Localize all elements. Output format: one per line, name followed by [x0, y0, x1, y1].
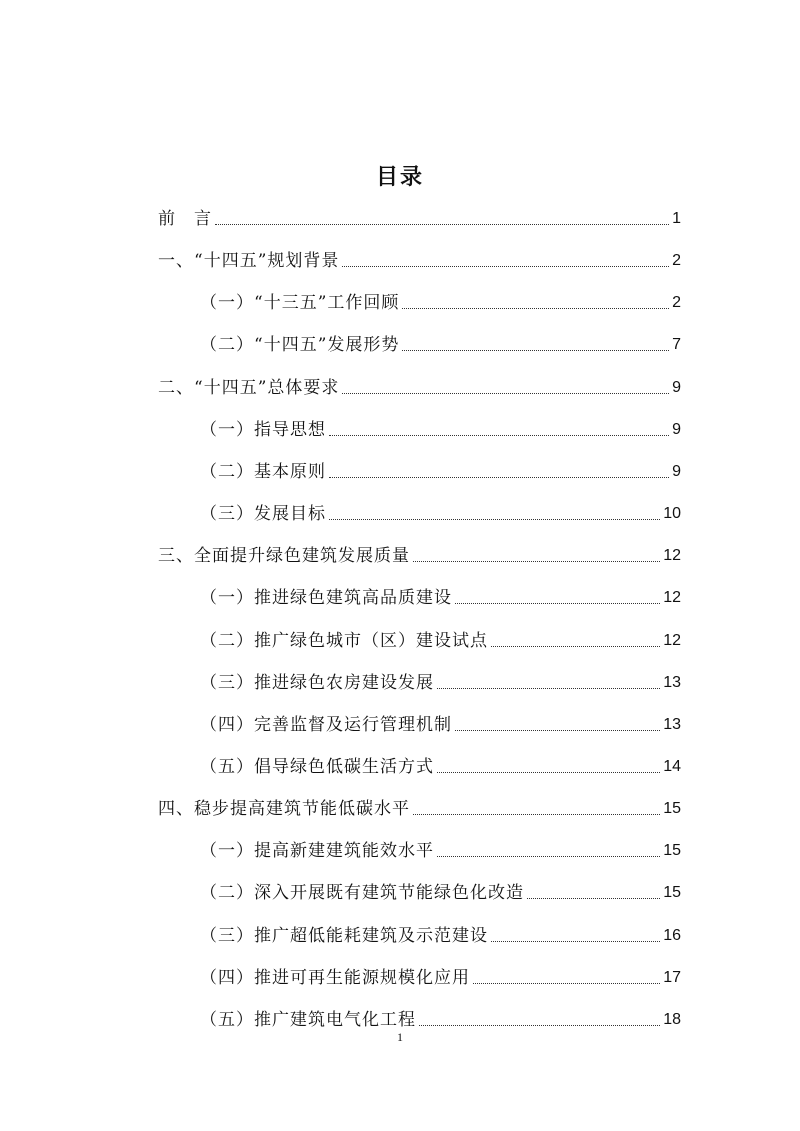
toc-entry[interactable] [200, 501, 681, 527]
toc-entry[interactable] [200, 838, 681, 864]
toc-entry-page: 9 [672, 420, 681, 438]
toc-entry[interactable] [158, 206, 681, 232]
toc-entry-label: （二）基本原则 [200, 461, 326, 482]
toc-entry-page: 13 [663, 715, 681, 733]
toc-entry-label: （二）深入开展既有建筑节能绿色化改造 [200, 883, 524, 904]
toc-leader-dots [437, 856, 660, 857]
toc-leader-dots [491, 646, 660, 647]
toc-leader-dots [402, 308, 669, 309]
toc-leader-dots [329, 435, 669, 436]
toc-leader-dots [491, 941, 660, 942]
toc-entry-label: （一）推进绿色建筑高品质建设 [200, 588, 452, 609]
toc-entry-page: 13 [663, 673, 681, 691]
toc-leader-dots [329, 519, 660, 520]
toc-leader-dots [527, 898, 660, 899]
toc-leader-dots [455, 603, 660, 604]
toc-entry-label: （一）指导思想 [200, 419, 326, 440]
toc-entry-label: （三）推进绿色农房建设发展 [200, 672, 434, 693]
toc-entry[interactable] [200, 332, 681, 358]
toc-entry[interactable] [200, 754, 681, 780]
toc-entry-page: 9 [672, 462, 681, 480]
toc-entry[interactable] [158, 375, 681, 401]
toc-entry-page: 15 [663, 842, 681, 860]
toc-entry-label: （一）“十三五”工作回顾 [200, 293, 400, 314]
toc-leader-dots [455, 730, 660, 731]
toc-entry-page: 18 [663, 1010, 681, 1028]
toc-entry-page: 12 [663, 631, 681, 649]
toc-entry-label: 一、“十四五”规划背景 [158, 251, 340, 272]
page-number: 1 [397, 1030, 403, 1044]
toc-leader-dots [437, 688, 660, 689]
toc-leader-dots [413, 561, 660, 562]
toc-leader-dots [419, 1025, 660, 1026]
toc-entry-label: 四、稳步提高建筑节能低碳水平 [158, 799, 410, 820]
toc-entry-label: （五）倡导绿色低碳生活方式 [200, 756, 434, 777]
toc-entry-page: 2 [672, 294, 681, 312]
toc-entry-page: 7 [672, 336, 681, 354]
toc-title: 目录 [375, 165, 424, 190]
toc-entry-label: 二、“十四五”总体要求 [158, 377, 340, 398]
toc-entry-page: 16 [663, 926, 681, 944]
toc-entry-page: 15 [663, 884, 681, 902]
toc-entry-page: 10 [663, 505, 681, 523]
toc-leader-dots [342, 393, 669, 394]
toc-entry[interactable] [200, 628, 681, 654]
toc-entry-page: 9 [672, 378, 681, 396]
toc-entry-label: （四）完善监督及运行管理机制 [200, 714, 452, 735]
toc-entry-label: 三、全面提升绿色建筑发展质量 [158, 546, 410, 567]
toc-entry-page: 12 [663, 547, 681, 565]
toc-entry-page: 2 [672, 252, 681, 270]
toc-entry[interactable] [200, 712, 681, 738]
toc-entry[interactable] [200, 290, 681, 316]
toc-entry[interactable] [200, 417, 681, 443]
toc-leader-dots [473, 983, 660, 984]
toc-entry[interactable] [200, 1007, 681, 1033]
toc-entry-label: （二）“十四五”发展形势 [200, 335, 400, 356]
toc-entry-label: （五）推广建筑电气化工程 [200, 1009, 416, 1030]
toc-entry-label: 前 言 [158, 209, 212, 229]
toc-entry-page: 15 [663, 800, 681, 818]
toc-entry-label: （三）发展目标 [200, 504, 326, 525]
toc-entry-label: （二）推广绿色城市（区）建设试点 [200, 630, 488, 651]
toc-leader-dots [342, 266, 669, 267]
toc-leader-dots [215, 224, 669, 225]
toc-entry-label: （三）推广超低能耗建筑及示范建设 [200, 925, 488, 946]
toc-entry-label: （一）提高新建建筑能效水平 [200, 841, 434, 862]
toc-entry-label: （四）推进可再生能源规模化应用 [200, 967, 470, 988]
toc-leader-dots [413, 814, 660, 815]
toc-entry[interactable] [200, 965, 681, 991]
toc-entry-page: 17 [663, 968, 681, 986]
toc-leader-dots [402, 350, 669, 351]
toc-entry[interactable] [158, 796, 681, 822]
toc-entry[interactable] [200, 880, 681, 906]
toc-entry[interactable] [158, 543, 681, 569]
toc-entry-page: 1 [672, 210, 681, 227]
toc-entry[interactable] [200, 585, 681, 611]
toc-entry-page: 12 [663, 589, 681, 607]
toc-leader-dots [437, 772, 660, 773]
toc-entry-page: 14 [663, 757, 681, 775]
toc-leader-dots [329, 477, 669, 478]
toc-entry[interactable] [200, 923, 681, 949]
toc-entry[interactable] [200, 459, 681, 485]
toc-entry[interactable] [158, 248, 681, 274]
toc-entry[interactable] [200, 670, 681, 696]
